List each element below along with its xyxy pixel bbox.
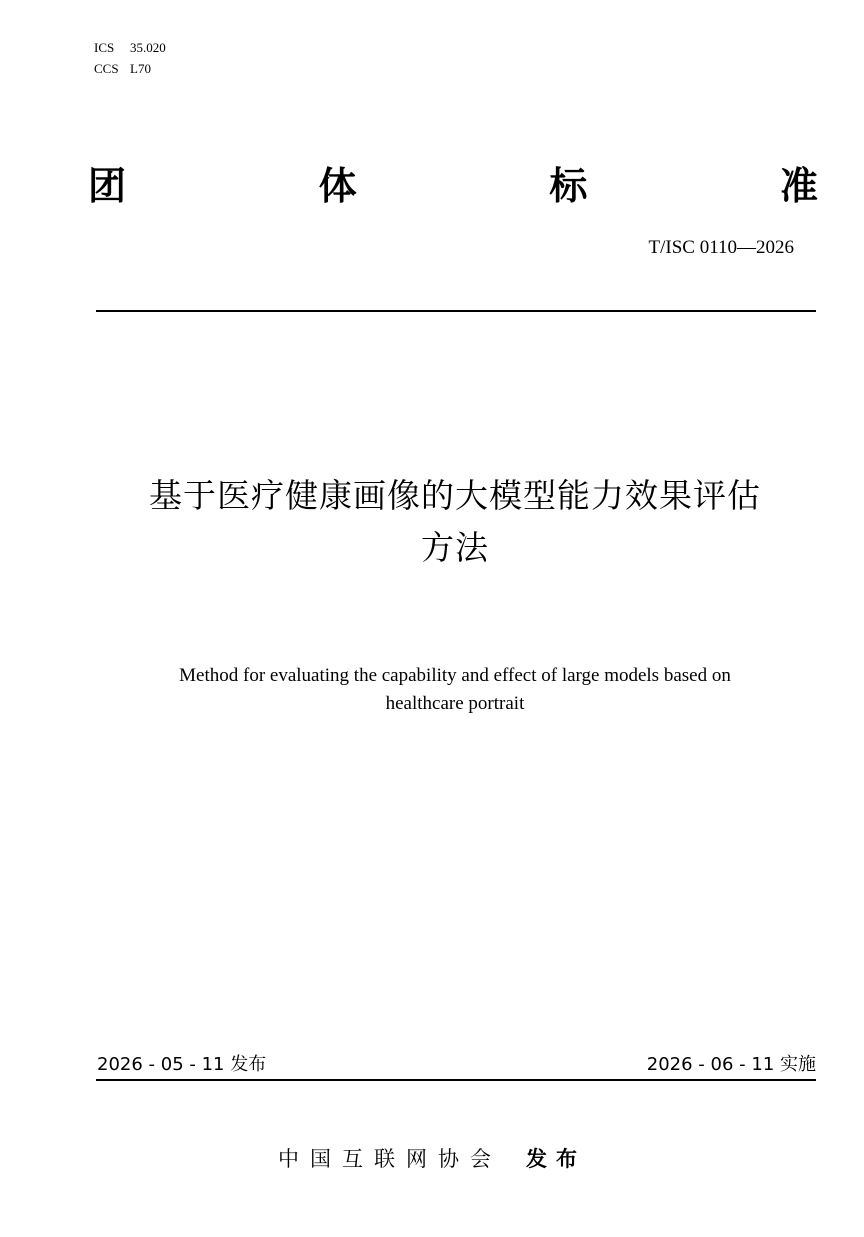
standard-type-char: 标: [549, 164, 588, 208]
top-divider: [96, 310, 816, 312]
ccs-value: L70: [130, 61, 151, 76]
chinese-title-line-1: 基于医疗健康画像的大模型能力效果评估: [149, 476, 761, 515]
standard-number: T/ISC 0110—2026: [648, 237, 794, 258]
english-title-line-2: healthcare portrait: [385, 693, 525, 714]
standard-type-char: 准: [779, 164, 818, 208]
ccs-code: [94, 58, 166, 79]
standard-type-char: 体: [318, 164, 357, 208]
standard-type-heading: [88, 163, 818, 209]
ics-value: 35.020: [130, 40, 166, 55]
chinese-title-line-2: 方法: [421, 528, 489, 567]
release-date: 2026 - 05 - 11 发布: [97, 1054, 267, 1075]
publisher-action: 发布: [526, 1147, 586, 1171]
ics-code: [94, 37, 166, 58]
publisher-line: [0, 1145, 864, 1173]
chinese-title: [90, 470, 820, 574]
english-title: [90, 662, 820, 718]
ccs-label: CCS: [94, 61, 119, 76]
classification-codes: [94, 37, 166, 79]
ics-label: ICS: [94, 40, 115, 55]
english-title-line-1: Method for evaluating the capability and effect of large models based on: [179, 665, 731, 686]
effective-date: 2026 - 06 - 11 实施: [646, 1054, 816, 1075]
bottom-divider: [96, 1079, 816, 1081]
publisher-organization: 中国互联网协会: [278, 1147, 502, 1171]
standard-type-char: 团: [88, 164, 127, 208]
